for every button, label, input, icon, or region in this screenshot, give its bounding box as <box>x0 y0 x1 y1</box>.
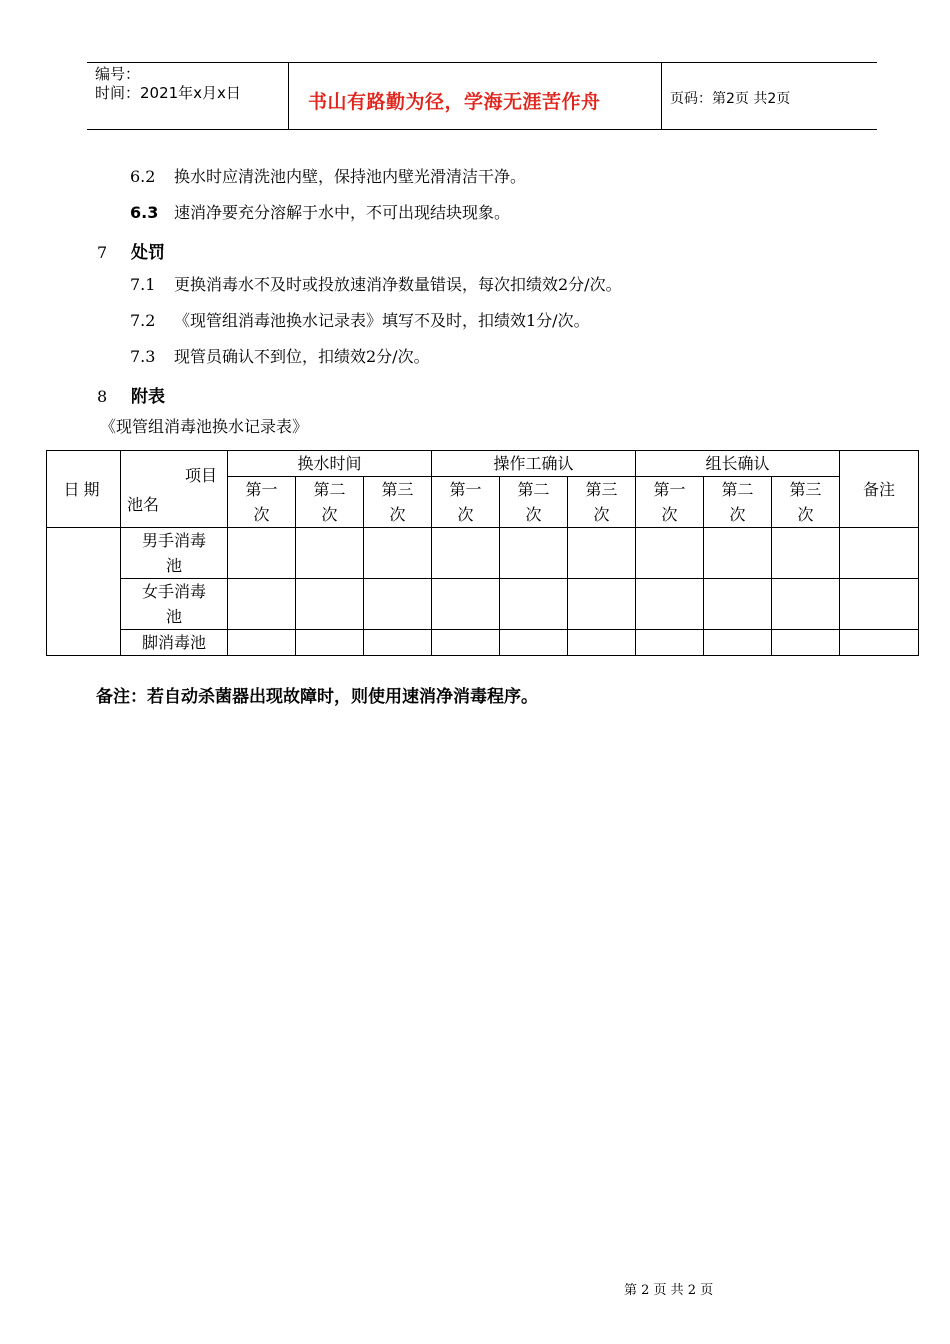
table-cell[interactable] <box>636 579 704 630</box>
table-cell[interactable] <box>432 528 500 579</box>
section-title: 处罚 <box>131 243 165 263</box>
header-page-info: 页码：第2页 共2页 <box>670 91 791 107</box>
table-cell[interactable] <box>568 630 636 656</box>
sub-header: 第三 次 <box>568 477 636 528</box>
header-divider-right <box>661 62 662 130</box>
pool-name-cell: 男手消毒 池 <box>121 528 228 579</box>
header-top-rule <box>87 62 877 63</box>
section-number: 8 <box>97 387 108 406</box>
paragraph-text: 更换消毒水不及时或投放速消净数量错误，每次扣绩效2分/次。 <box>174 275 622 294</box>
sub-header: 第二 次 <box>500 477 568 528</box>
paragraph-number: 6.2 <box>130 167 156 186</box>
table-cell[interactable] <box>364 630 432 656</box>
section-title: 附表 <box>131 387 165 407</box>
table-cell[interactable] <box>364 579 432 630</box>
date-cell[interactable] <box>47 528 121 656</box>
table-row <box>47 630 919 656</box>
page-footer: 第 2 页 共 2 页 <box>624 1283 714 1298</box>
pool-name-cell: 女手消毒 池 <box>121 579 228 630</box>
table-cell[interactable] <box>500 630 568 656</box>
section-number: 7 <box>97 243 108 262</box>
table-cell[interactable] <box>704 579 772 630</box>
doc-number-label: 编号： <box>95 65 141 83</box>
table-cell[interactable] <box>636 630 704 656</box>
pool-header: 池名 <box>127 495 160 514</box>
sub-header: 第三 次 <box>364 477 432 528</box>
table-cell[interactable] <box>772 579 840 630</box>
paragraph-7-2 <box>130 311 590 331</box>
sub-header: 第一 次 <box>636 477 704 528</box>
paragraph-7-1 <box>130 275 622 295</box>
table-cell[interactable] <box>568 528 636 579</box>
item-header: 项目 <box>184 466 217 485</box>
bottom-note: 备注：若自动杀菌器出现故障时，则使用速消净消毒程序。 <box>96 687 538 707</box>
paragraph-number: 7.3 <box>130 347 156 366</box>
paragraph-number: 6.3 <box>130 203 159 222</box>
paragraph-6-3 <box>130 203 510 223</box>
remarks-cell[interactable] <box>840 630 919 656</box>
paragraph-number: 7.2 <box>130 311 156 330</box>
table-row <box>47 579 919 630</box>
table-cell[interactable] <box>772 528 840 579</box>
pool-name-cell: 脚消毒池 <box>121 630 228 656</box>
paragraph-7-3 <box>130 347 430 367</box>
table-cell[interactable] <box>296 630 364 656</box>
paragraph-text: 速消净要充分溶解于水中，不可出现结块现象。 <box>174 203 511 222</box>
table-cell[interactable] <box>228 630 296 656</box>
table-cell[interactable] <box>228 579 296 630</box>
paragraph-number: 7.1 <box>130 275 156 294</box>
remarks-cell[interactable] <box>840 579 919 630</box>
table-cell[interactable] <box>364 528 432 579</box>
table-cell[interactable] <box>228 528 296 579</box>
paragraph-text: 现管员确认不到位，扣绩效2分/次。 <box>174 347 430 366</box>
remarks-cell[interactable] <box>840 528 919 579</box>
table-cell[interactable] <box>296 579 364 630</box>
paragraph-text: 《现管组消毒池换水记录表》填写不及时，扣绩效1分/次。 <box>174 311 590 330</box>
table-header-row <box>47 451 919 477</box>
date-label: 时间：2021年x月x日 <box>95 84 241 102</box>
remarks-header: 备注 <box>840 451 919 528</box>
table-cell[interactable] <box>432 579 500 630</box>
header-divider-left <box>288 62 289 130</box>
table-cell[interactable] <box>568 579 636 630</box>
table-cell[interactable] <box>296 528 364 579</box>
table-cell[interactable] <box>636 528 704 579</box>
table-caption: 《现管组消毒池换水记录表》 <box>100 417 309 436</box>
header-bottom-rule <box>87 129 877 130</box>
paragraph-6-2 <box>130 167 526 187</box>
table-cell[interactable] <box>704 630 772 656</box>
table-cell[interactable] <box>500 528 568 579</box>
group-header: 组长确认 <box>636 451 840 477</box>
sub-header: 第三 次 <box>772 477 840 528</box>
section-8-heading <box>97 382 165 407</box>
table-cell[interactable] <box>704 528 772 579</box>
header-motto: 书山有路勤为径，学海无涯苦作舟 <box>308 91 601 113</box>
table-cell[interactable] <box>432 630 500 656</box>
table-cell[interactable] <box>772 630 840 656</box>
record-table <box>46 450 919 656</box>
table-cell[interactable] <box>500 579 568 630</box>
group-header: 换水时间 <box>228 451 432 477</box>
paragraph-text: 换水时应清洗池内壁，保持池内壁光滑清洁干净。 <box>174 167 527 186</box>
item-pool-header <box>121 451 228 528</box>
section-7-heading <box>97 238 165 263</box>
sub-header: 第一 次 <box>432 477 500 528</box>
sub-header: 第一 次 <box>228 477 296 528</box>
sub-header: 第二 次 <box>296 477 364 528</box>
group-header: 操作工确认 <box>432 451 636 477</box>
date-header: 日期 <box>47 451 121 528</box>
sub-header: 第二 次 <box>704 477 772 528</box>
table-row <box>47 528 919 579</box>
